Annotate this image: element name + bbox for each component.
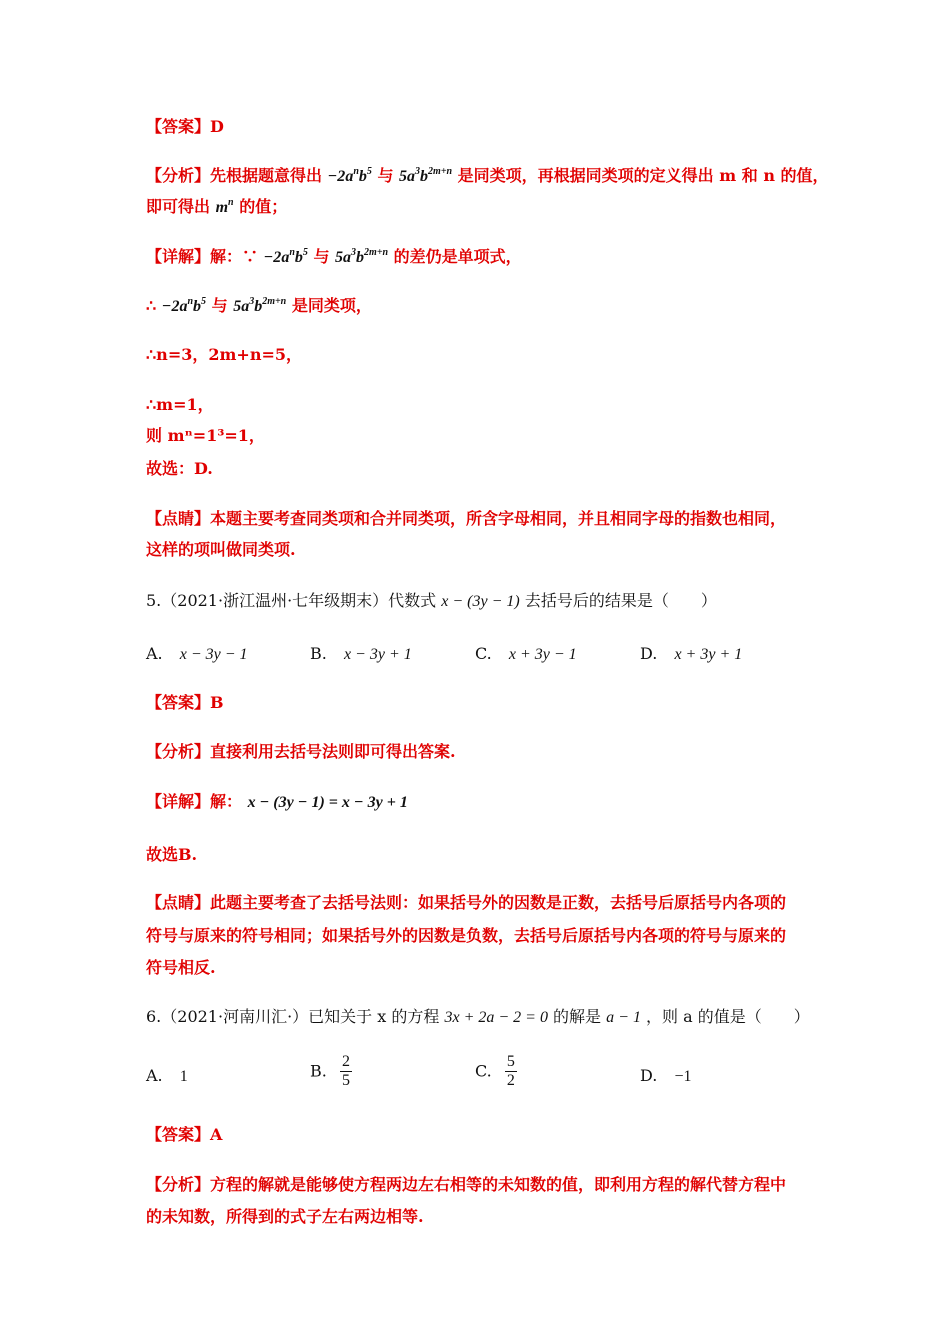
analysis-label: 【分析】 bbox=[146, 166, 211, 185]
math-expression: x − (3y − 1) = x − 3y + 1 bbox=[247, 794, 408, 811]
math-expression: x − (3y − 1) bbox=[441, 593, 520, 610]
math-expression: 3x + 2a − 2 = 0 bbox=[444, 1009, 548, 1026]
analysis-label: 【分析】 bbox=[146, 1175, 211, 1194]
math-expression: a − 1 bbox=[606, 1009, 641, 1026]
q6-option-b[interactable]: B. $\frac{2}{5}$ bbox=[310, 1053, 350, 1089]
math-term: $-2a^nb^5$ bbox=[263, 246, 308, 266]
math-term: $5a^3b^{2m+n}$ bbox=[335, 246, 389, 266]
q5-analysis: 【分析】直接利用去括号法则即可得出答案. bbox=[146, 742, 456, 761]
q5-comment-line1: 【点睛】此题主要考查了去括号法则：如果括号外的因数是正数，去括号后原括号内各项的 bbox=[146, 893, 787, 912]
q6-option-a[interactable]: A. 1 bbox=[146, 1066, 188, 1085]
q6-analysis-line2: 的未知数，所得到的式子左右两边相等. bbox=[146, 1207, 424, 1226]
math-term: $-2a^nb^5$ bbox=[161, 295, 207, 315]
fraction: $\frac{5}{2}$ bbox=[506, 1053, 515, 1089]
math-term: $-2a^nb^5$ bbox=[327, 165, 372, 185]
q4-comment-line1: 【点睛】本题主要考查同类项和合并同类项，所含字母相同，并且相同字母的指数也相同， bbox=[146, 509, 787, 528]
q5-option-b[interactable]: B. x − 3y + 1 bbox=[310, 644, 412, 663]
math-term: $5a^3b^{2m+n}$ bbox=[399, 165, 453, 185]
q6-answer: 【答案】A bbox=[146, 1125, 223, 1144]
q5-choose: 故选B. bbox=[146, 845, 198, 864]
q4-comment-line2: 这样的项叫做同类项. bbox=[146, 540, 296, 559]
q6-option-c[interactable]: C. $\frac{5}{2}$ bbox=[475, 1053, 515, 1089]
q5-stem: 5.（2021·浙江温州·七年级期末）代数式 x − (3y − 1) 去括号后的结果是（ ） bbox=[146, 591, 717, 610]
q4-choose: 故选：D. bbox=[146, 459, 213, 478]
q6-analysis-line1: 【分析】方程的解就是能够使方程两边左右相等的未知数的值，即利用方程的解代替方程中 bbox=[146, 1175, 787, 1194]
q5-option-d[interactable]: D. x + 3y + 1 bbox=[640, 644, 743, 663]
q6-stem: 6.（2021·河南川汇·）已知关于 x 的方程 3x + 2a − 2 = 0 的解是 a − 1 ，则 a 的值是（ ） bbox=[146, 1007, 810, 1026]
q4-then: 则 mⁿ=1³=1， bbox=[146, 426, 265, 445]
q6-option-d[interactable]: D. −1 bbox=[640, 1066, 692, 1085]
detail-label: 【详解】 bbox=[146, 247, 211, 266]
math-expression: x − 3y − 1 bbox=[179, 646, 248, 663]
q4-detail-line1: 【详解】解：∵ $-2a^nb^5$ 与 $5a^3b^{2m+n}$ 的差仍是单项式， bbox=[146, 246, 522, 266]
q4-therefore3: ∴m=1， bbox=[146, 395, 214, 414]
math-expression: x + 3y + 1 bbox=[674, 646, 743, 663]
math-term: $m^n$ bbox=[215, 196, 234, 216]
q5-comment-line2: 符号与原来的符号相同；如果括号外的因数是负数，去括号后原括号内各项的符号与原来的 bbox=[146, 926, 787, 945]
q4-therefore2: ∴n=3，2m+n=5， bbox=[146, 345, 302, 364]
math-expression: x + 3y − 1 bbox=[508, 646, 577, 663]
q5-option-c[interactable]: C. x + 3y − 1 bbox=[475, 644, 577, 663]
math-term: $5a^3b^{2m+n}$ bbox=[233, 295, 287, 315]
math-expression: x − 3y + 1 bbox=[343, 646, 412, 663]
q4-therefore1: ∴ $-2a^nb^5$ 与 $5a^3b^{2m+n}$ 是同类项， bbox=[146, 295, 372, 315]
q4-answer: 【答案】D bbox=[146, 117, 224, 136]
comment-label: 【点睛】 bbox=[146, 893, 211, 912]
q4-analysis-line1: 【分析】先根据题意得出 $-2a^nb^5$ 与 $5a^3b^{2m+n}$ 是同类项，再根据同类项的定义得出 m 和 n 的值， bbox=[146, 165, 829, 185]
q5-option-a[interactable]: A. x − 3y − 1 bbox=[146, 644, 248, 663]
fraction: $\frac{2}{5}$ bbox=[341, 1053, 350, 1089]
comment-label: 【点睛】 bbox=[146, 509, 211, 528]
analysis-label: 【分析】 bbox=[146, 742, 211, 761]
q5-answer: 【答案】B bbox=[146, 693, 224, 712]
q5-detail: 【详解】解： x − (3y − 1) = x − 3y + 1 bbox=[146, 792, 408, 811]
q4-analysis-line2: 即可得出 $m^n$ 的值； bbox=[146, 196, 288, 216]
q5-comment-line3: 符号相反. bbox=[146, 958, 216, 977]
detail-label: 【详解】 bbox=[146, 792, 211, 811]
